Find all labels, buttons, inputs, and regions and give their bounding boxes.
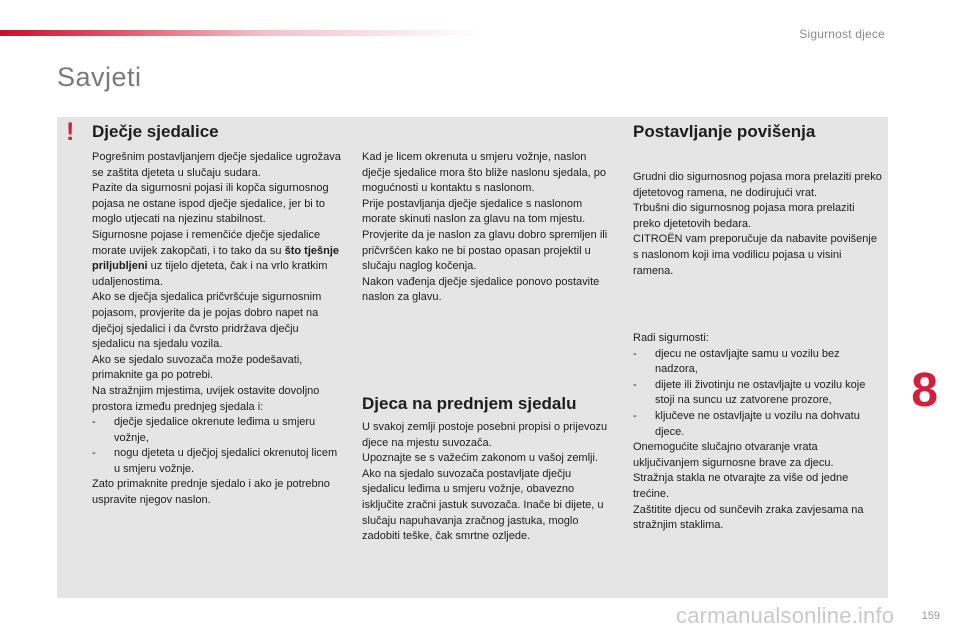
- emphasis-text: što tješnje priljubljeni: [92, 244, 340, 273]
- paragraph: U svakoj zemlji postoje posebni propisi o prijevozu djece na mjestu suvozača.: [362, 421, 608, 449]
- dash-marker: -: [633, 347, 637, 360]
- paragraph: Zato primaknite prednje sjedalo i ako je potrebno uspravite njegov naslon.: [92, 478, 330, 507]
- paragraph: Upoznajte se s važećim zakonom u vašoj zemlji.: [362, 452, 598, 465]
- list-item-text: dječje sjedalice okrenute leđima u smjeru vožnje,: [114, 416, 316, 444]
- list-item: [633, 347, 883, 378]
- paragraph: Ako na sjedalo suvozača postavljate dječju sjedalicu leđima u smjeru vožnje, obavezno isključite zračni jastuk suvozača. Inače bi dijete, u slučaju napuhavanja zračnog jastuka, moglo zadobiti teške, čak smrtne ozljede.: [362, 467, 604, 543]
- list-item: [92, 446, 342, 477]
- column-headrest: [362, 150, 612, 306]
- list-item-text: dijete ili životinju ne ostavljajte u vozilu koje stoji na suncu uz zatvorene prozore,: [655, 378, 866, 407]
- list-item-text: djecu ne ostavljajte samu u vozilu bez nadzora,: [655, 347, 840, 376]
- text-run: Sigurnosne pojase i remenčiće dječje sjedalice morate uvijek zakopčati, i to tako da su: [92, 228, 321, 257]
- paragraph: Kad je licem okrenuta u smjeru vožnje, naslon dječje sjedalice mora što bliže naslonu sjedala, po mogućnosti u kontaktu s naslonom.: [362, 151, 606, 195]
- heading-child-seats: Dječje sjedalice: [92, 122, 219, 141]
- paragraph: Onemogućite slučajno otvaranje vrata uključivanjem sigurnosne brave za djecu.: [633, 441, 834, 469]
- paragraph: Provjerite da je naslon za glavu dobro spremljen ili pričvršćen kako ne bi postao opasan projektil u slučaju naglog kočenja.: [362, 228, 608, 273]
- text-run: uz tijelo djeteta, čak i na vrlo kratkim udaljenostima.: [92, 260, 328, 288]
- dash-marker: -: [633, 409, 637, 422]
- paragraph: [92, 228, 342, 290]
- list-item: [633, 409, 883, 440]
- section-name: Sigurnost djece: [799, 27, 885, 41]
- paragraph: Stražnja stakla ne otvarajte za više od jedne trećine.: [633, 472, 849, 500]
- chapter-number: 8: [911, 364, 938, 417]
- list-item-text: ključeve ne ostavljajte u vozilu na dohvatu djece.: [655, 409, 860, 438]
- paragraph: Zaštitite djecu od sunčevih zraka zavjesama na stražnjim staklima.: [633, 503, 864, 532]
- paragraph: Nakon vađenja dječje sjedalice ponovo postavite naslon za glavu.: [362, 275, 600, 304]
- paragraph: Radi sigurnosti:: [633, 332, 709, 344]
- list-item: [92, 415, 342, 446]
- page-number: 159: [921, 610, 940, 622]
- paragraph: Ako se sjedalo suvozača može podešavati, primaknite ga po potrebi.: [92, 353, 303, 382]
- page-title: Savjeti: [57, 62, 142, 92]
- paragraph: Pogrešnim postavljanjem dječje sjedalice ugrožava se zaštita djeteta u slučaju sudara.: [92, 151, 341, 179]
- paragraph: CITROËN vam preporučuje da nabavite povišenje s naslonom koji ima vodilicu pojasa u visini ramena.: [633, 233, 877, 277]
- dash-marker: -: [92, 416, 96, 429]
- paragraph: Ako se dječja sjedalica pričvršćuje sigurnosnim pojasom, provjerite da je pojas dobro napet na dječjoj sjedalici i da čvrsto pridržava dječju sjedalicu na sjedalu vozila.: [92, 291, 322, 351]
- paragraph: Pazite da sigurnosni pojasi ili kopča sigurnosnog pojasa ne ostane ispod dječje sjedalice, jer bi to moglo utjecati na njezinu stabilnost.: [92, 182, 329, 226]
- dash-marker: -: [633, 378, 637, 391]
- column-booster: [633, 170, 883, 279]
- paragraph: Trbušni dio sigurnosnog pojasa mora prelaziti preko djetetovih bedara.: [633, 202, 855, 230]
- paragraph: Grudni dio sigurnosnog pojasa mora prelaziti preko djetetovog ramena, ne dodirujući vrat.: [633, 171, 882, 199]
- column-safety: [633, 331, 883, 534]
- watermark: carmanualsonline.info: [676, 603, 895, 628]
- paragraph: Na stražnjim mjestima, uvijek ostavite dovoljno prostora između prednjeg sjedala i:: [92, 384, 320, 413]
- column-front-seat: [362, 420, 612, 545]
- column-child-seats: [92, 150, 342, 509]
- dash-marker: -: [92, 447, 96, 460]
- paragraph: Prije postavljanja dječje sjedalice s naslonom morate skinuti naslon za glavu na tom mjestu.: [362, 197, 586, 226]
- list-item: [633, 378, 883, 409]
- header-accent-stripe: [0, 30, 480, 36]
- warning-icon: !: [66, 118, 75, 146]
- heading-front-seat: Djeca na prednjem sjedalu: [362, 394, 577, 413]
- list-item-text: nogu djeteta u dječjoj sjedalici okrenutoj licem u smjeru vožnje.: [114, 447, 338, 475]
- heading-booster: Postavljanje povišenja: [633, 122, 816, 141]
